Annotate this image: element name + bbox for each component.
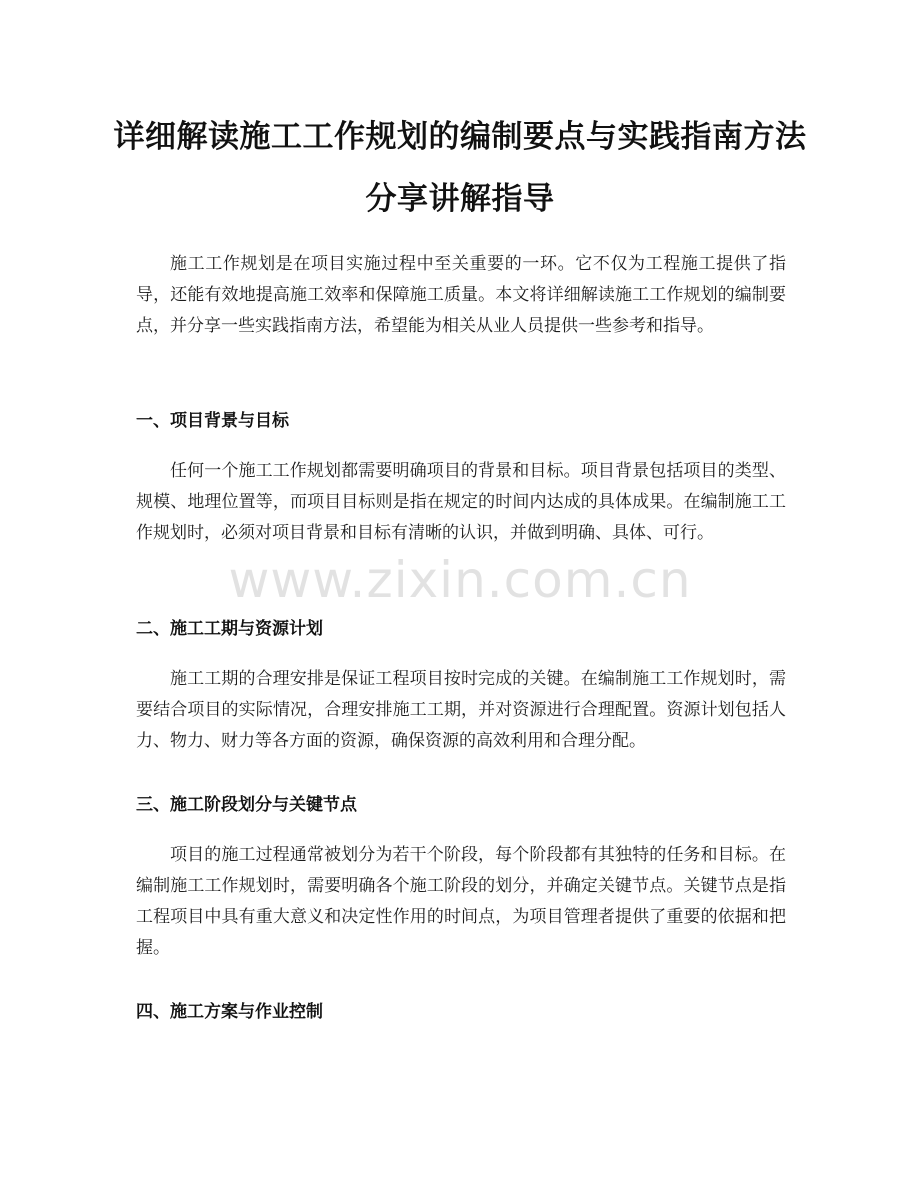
intro-paragraph: 施工工作规划是在项目实施过程中至关重要的一环。它不仅为工程施工提供了指导，还能有效地提高施工效率和保障施工质量。本文将详细解读施工工作规划的编制要点，并分享一些实践指南方法，希望能为相关从业人员提供一些参考和指导。 <box>136 254 786 336</box>
section-heading-2: 二、施工工期与资源计划 <box>136 619 323 639</box>
section-body-2: 施工工期的合理安排是保证工程项目按时完成的关键。在编制施工工作规划时，需要结合项目的实际情况，合理安排施工工期，并对资源进行合理配置。资源计划包括人力、物力、财力等各方面的资源，确保资源的高效利用和合理分配。 <box>136 669 786 751</box>
document-title: 详细解读施工工作规划的编制要点与实践指南方法分享讲解指导 <box>113 119 807 217</box>
section-body-3: 项目的施工过程通常被划分为若干个阶段，每个阶段都有其独特的任务和目标。在编制施工工作规划时，需要明确各个施工阶段的划分，并确定关键节点。关键节点是指工程项目中具有重大意义和决定性作用的时间点，为项目管理者提供了重要的依据和把握。 <box>136 845 786 958</box>
section-body-1: 任何一个施工工作规划都需要明确项目的背景和目标。项目背景包括项目的类型、规模、地理位置等，而项目目标则是指在规定的时间内达成的具体成果。在编制施工工作规划时，必须对项目背景和目标有清晰的认识，并做到明确、具体、可行。 <box>136 461 786 543</box>
section-heading-3: 三、施工阶段划分与关键节点 <box>136 795 357 815</box>
watermark-text: www.zixin.com.cn <box>228 551 692 609</box>
section-heading-4: 四、施工方案与作业控制 <box>136 1002 323 1022</box>
section-heading-1: 一、项目背景与目标 <box>136 411 289 431</box>
